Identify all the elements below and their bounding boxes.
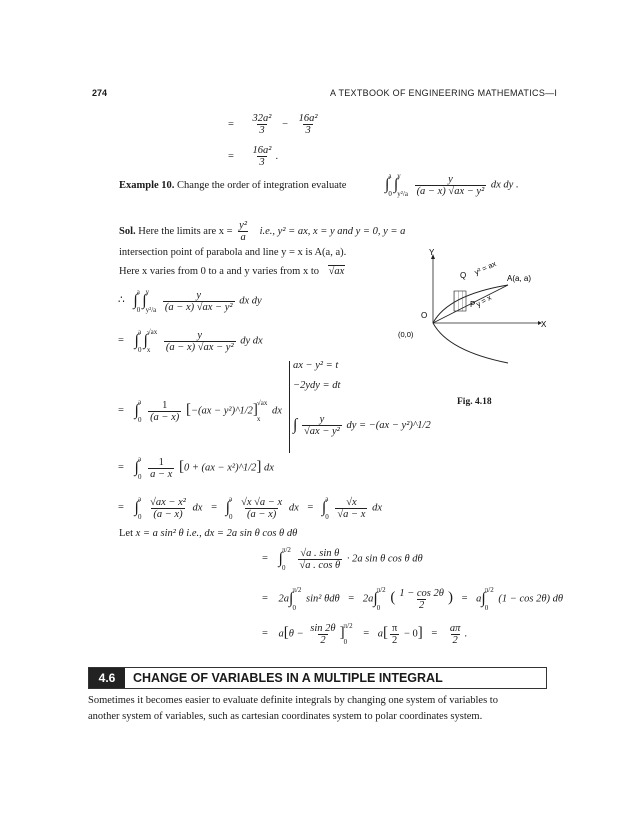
- y-axis-label: Y: [429, 248, 435, 257]
- x-axis-label: X: [541, 320, 547, 329]
- origin-label: O: [421, 311, 428, 320]
- figure-caption: Fig. 4.18: [457, 397, 492, 407]
- hatched-strip: [454, 291, 466, 311]
- point-a-label: A(a, a): [507, 274, 532, 283]
- step-2: = ∫ a 0 ∫ √ax x $\frac{y}{\text{(a − x) √ax − y²}}$ dy dx: [118, 328, 263, 354]
- parabola-curve: [433, 285, 508, 363]
- curve-label: y² = ax: [473, 259, 498, 277]
- top-calc-line1: = $\frac{\text{32a²}}{3}$ − $\frac{\text{16a²}}{3}$: [228, 113, 318, 136]
- step-3: = ∫ a 0 $\frac{1}{(a - x)}$ [−(ax − y²)^1/2] √ax x dx: [118, 398, 282, 424]
- figure-diagram: [378, 245, 548, 385]
- side-note-line1: ax − y² = t: [293, 360, 339, 371]
- solution-line3: Here x varies from 0 to a and y varies from x to √ax: [119, 266, 345, 277]
- sub-step-2: = 2a∫ π/2 0 sin² θdθ = 2a∫ π/2 0 ( $\frac{1 - \cos 2\theta}{2}$ ) = a∫ π/2 0 (1 − cos 2θ) dθ: [262, 586, 563, 612]
- section-header: [88, 667, 547, 689]
- sub-step-1: = ∫ π/2 0 $\frac{\text{√a . sin θ}}{\text{√a . cos θ}}$ · 2a sin θ cos θ dθ: [262, 546, 423, 572]
- solution-line1: Sol. Here the limits are x = $\frac{\text{y²}}{a}$ i.e., y² = ax, x = y and y = 0, y = a: [119, 220, 406, 243]
- step-4: = ∫ a 0 $\frac{1}{a - x}$ [0 + (ax − x²)^1/2] dx: [118, 455, 274, 481]
- step-5: = ∫ a 0 $\frac{\text{√ax − x²}}{(a - x)}$ dx = ∫ a 0 $\frac{√x √a - x}{(a - x)}$ dx = ∫ a 0 $\frac{√x}{√a - x}$ dx: [118, 495, 382, 521]
- section-title: CHANGE OF VARIABLES IN A MULTIPLE INTEGRAL: [133, 671, 443, 685]
- top-calc-line2: = $\frac{\text{16a²}}{3}$ .: [228, 145, 279, 168]
- substitution-line: Let x = a sin² θ i.e., dx = 2a sin θ cos θ dθ: [119, 528, 298, 539]
- example-integral: ∫ a 0 ∫ y y²/a $\frac{y}{\text{(a − x) √ax − y²}}$ dx dy .: [385, 172, 519, 198]
- section-paragraph-line1: Sometimes it becomes easier to evaluate definite integrals by changing one system of variables to: [88, 695, 498, 706]
- side-note-line3: ∫ $\frac{y}{\text{√ax − y²}}$ dy = −(ax − y²)^1/2: [293, 414, 431, 437]
- section-number: 4.6: [89, 668, 125, 688]
- page-number: 274: [92, 88, 108, 98]
- running-title: A TEXTBOOK OF ENGINEERING MATHEMATICS—I: [330, 88, 558, 98]
- solution-line2: intersection point of parabola and line y = x is A(a, a).: [119, 247, 347, 258]
- figure-4-18: [378, 245, 548, 385]
- origin-coord-label: (0,0): [398, 330, 414, 339]
- example-10: [119, 180, 346, 191]
- line-label: y = x: [474, 292, 493, 309]
- example-label: Example 10.: [119, 180, 175, 191]
- example-text: Change the order of integration evaluate: [177, 180, 347, 191]
- point-p-label: P: [470, 300, 476, 309]
- point-q-label: Q: [460, 271, 467, 280]
- section-paragraph-line2: another system of variables, such as cartesian coordinates system to polar coordinates system.: [88, 711, 483, 722]
- side-note-rule: [289, 361, 290, 453]
- sub-step-3: = a[θ − $\frac{\sin 2\theta}{2}$ ] π/2 0 = a[ $\frac{\pi}{2}$ − 0] = $\frac{a\pi}{2}$ .: [262, 622, 468, 646]
- side-note-line2: −2ydy = dt: [293, 380, 341, 391]
- step-1: ∴ ∫ a 0 ∫ y y²/a $\frac{y}{\text{(a − x) √ax − y²}}$ dx dy: [118, 288, 262, 314]
